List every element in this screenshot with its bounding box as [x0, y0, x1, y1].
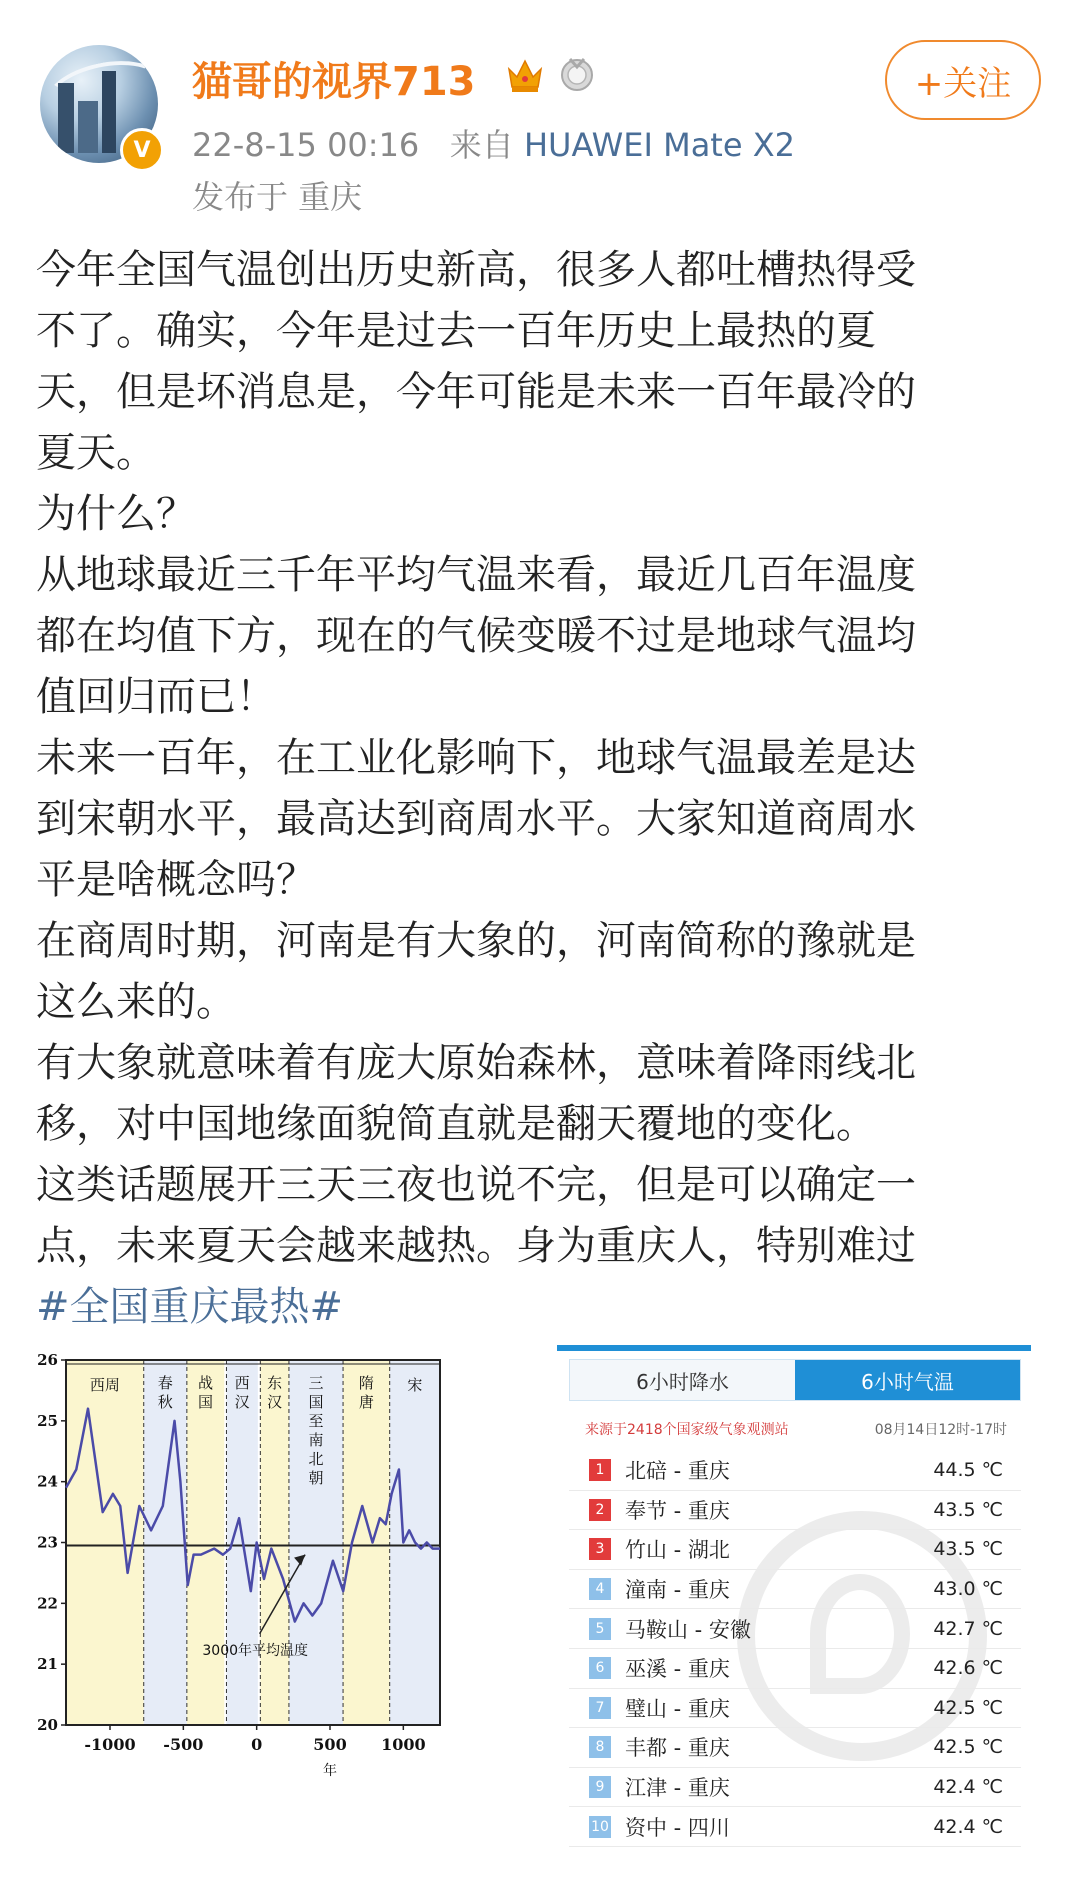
follow-button[interactable]: +关注 — [885, 40, 1041, 120]
era-label: 国 — [198, 1393, 214, 1411]
era-label: 国 — [308, 1393, 324, 1411]
temperature-ranking-card — [557, 1345, 1031, 1853]
x-axis-label: 年 — [323, 1763, 337, 1779]
x-tick-label: 0 — [251, 1735, 263, 1754]
post-paragraph: 今年全国气温创出历史新高，很多人都吐槽热得受 不了。确实，今年是过去一百年历史上最热的夏 天，但是坏消息是，今年可能是未来一百年最冷的 夏天。 — [36, 247, 916, 476]
station-temperature: 42.4 ℃ — [933, 1776, 1003, 1799]
ranking-row[interactable] — [569, 1689, 1021, 1729]
station-name: 潼南 - 重庆 — [625, 1578, 730, 1603]
station-name: 丰都 - 重庆 — [625, 1736, 730, 1761]
ranking-row[interactable] — [569, 1570, 1021, 1610]
era-label: 朝 — [308, 1469, 324, 1487]
y-tick-label: 26 — [37, 1351, 58, 1369]
station-name: 资中 - 四川 — [625, 1815, 730, 1840]
post-paragraph: 有大象就意味着有庞大原始森林，意味着降雨线北 移，对中国地缘面貌简直就是翻天覆地的变化。 — [36, 1040, 916, 1147]
station-name: 竹山 - 湖北 — [625, 1538, 730, 1563]
y-tick-label: 23 — [37, 1533, 58, 1552]
station-temperature: 44.5 ℃ — [933, 1459, 1003, 1482]
rank-number: 5 — [589, 1618, 611, 1640]
era-label: 汉 — [234, 1393, 250, 1411]
device-link[interactable]: HUAWEI Mate X2 — [523, 126, 795, 164]
ranking-row[interactable] — [569, 1728, 1021, 1768]
post-paragraph: 这类话题展开三天三夜也说不完，但是可以确定一 点，未来夏天会越来越热。身为重庆人，特别难过 — [36, 1162, 916, 1269]
rank-number: 3 — [589, 1538, 611, 1560]
post-timestamp: 22-8-15 00:16 — [192, 126, 420, 164]
rank-number: 4 — [589, 1578, 611, 1600]
era-label: 南 — [308, 1431, 324, 1449]
ranking-period: 08月14日12时-17时 — [874, 1422, 1007, 1438]
ranking-tabs — [569, 1359, 1021, 1401]
y-tick-label: 22 — [37, 1594, 58, 1613]
rank-number: 8 — [589, 1736, 611, 1758]
y-tick-label: 20 — [37, 1716, 58, 1734]
post-meta — [192, 120, 795, 166]
station-temperature: 42.5 ℃ — [933, 1696, 1003, 1719]
x-tick-label: 1000 — [381, 1735, 426, 1754]
era-band — [144, 1360, 187, 1725]
tab-precipitation[interactable]: 6小时降水 — [570, 1360, 795, 1400]
x-tick-label: 500 — [313, 1735, 347, 1754]
station-temperature: 43.5 ℃ — [933, 1538, 1003, 1561]
station-name: 奉节 - 重庆 — [625, 1498, 730, 1523]
mean-annotation-label: 3000年平均温度 — [202, 1643, 309, 1660]
era-label: 春 — [157, 1374, 173, 1392]
post-location: 发布于 重庆 — [192, 178, 363, 216]
rank-number: 9 — [589, 1776, 611, 1798]
station-temperature: 42.6 ℃ — [933, 1657, 1003, 1680]
era-label: 北 — [308, 1450, 324, 1468]
station-name: 北碚 - 重庆 — [625, 1459, 730, 1484]
era-band — [260, 1360, 289, 1725]
ranking-row[interactable] — [569, 1451, 1021, 1491]
source-prefix: 来自 — [449, 126, 514, 164]
era-label: 隋 — [358, 1374, 374, 1392]
era-label: 西周 — [89, 1376, 120, 1394]
y-tick-label: 21 — [37, 1655, 58, 1674]
station-temperature: 42.4 ℃ — [933, 1815, 1003, 1838]
username[interactable]: 猫哥的视界713 — [192, 59, 476, 105]
crown-icon — [505, 53, 545, 95]
station-name: 马鞍山 - 安徽 — [625, 1617, 751, 1642]
hashtag-link[interactable]: #全国重庆最热# — [36, 1284, 344, 1330]
ranking-row[interactable] — [569, 1491, 1021, 1531]
station-temperature: 42.7 ℃ — [933, 1617, 1003, 1640]
ranking-row[interactable] — [569, 1530, 1021, 1570]
post-paragraph: 未来一百年，在工业化影响下，地球气温最差是达 到宋朝水平，最高达到商周水平。大家知道商周水 平是啥概念吗？ — [36, 735, 916, 903]
era-label: 东 — [267, 1374, 283, 1392]
medal-icon — [558, 55, 596, 93]
station-temperature: 43.5 ℃ — [933, 1498, 1003, 1521]
temperature-history-chart[interactable] — [36, 1350, 541, 1850]
x-tick-label: -1000 — [84, 1735, 136, 1754]
era-band — [343, 1360, 390, 1725]
rank-number: 2 — [589, 1499, 611, 1521]
station-name: 璧山 - 重庆 — [625, 1696, 730, 1721]
ranking-list — [569, 1451, 1021, 1847]
y-tick-label: 24 — [37, 1472, 58, 1491]
era-label: 宋 — [407, 1376, 423, 1394]
post-body — [36, 240, 1046, 1338]
rank-number: 1 — [589, 1459, 611, 1481]
era-label: 秋 — [157, 1393, 173, 1411]
era-label: 汉 — [267, 1393, 283, 1411]
tab-temperature[interactable]: 6小时气温 — [795, 1360, 1020, 1400]
post-paragraph: 在商周时期，河南是有大象的，河南简称的豫就是 这么来的。 — [36, 918, 916, 1025]
station-name: 巫溪 - 重庆 — [625, 1657, 730, 1682]
ranking-source: 来源于2418个国家级气象观测站 — [585, 1422, 789, 1438]
x-tick-label: -500 — [163, 1735, 204, 1754]
ranking-row[interactable] — [569, 1768, 1021, 1808]
era-label: 唐 — [358, 1393, 374, 1411]
era-label: 至 — [308, 1412, 324, 1430]
station-temperature: 43.0 ℃ — [933, 1578, 1003, 1601]
rank-number: 6 — [589, 1657, 611, 1679]
station-temperature: 42.5 ℃ — [933, 1736, 1003, 1759]
post-paragraph: 从地球最近三千年平均气温来看，最近几百年温度 都在均值下方，现在的气候变暖不过是地球气温均 值回归而已！ — [36, 552, 916, 720]
era-label: 西 — [234, 1374, 250, 1392]
ranking-row[interactable] — [569, 1807, 1021, 1847]
ranking-row[interactable] — [569, 1609, 1021, 1649]
ranking-row[interactable] — [569, 1649, 1021, 1689]
verified-badge-icon: V — [120, 128, 164, 172]
station-name: 江津 - 重庆 — [625, 1776, 730, 1801]
era-label: 三 — [308, 1374, 324, 1392]
y-tick-label: 25 — [37, 1411, 58, 1430]
era-label: 战 — [198, 1374, 214, 1392]
rank-number: 7 — [589, 1697, 611, 1719]
post-paragraph: 为什么？ — [36, 491, 196, 537]
era-band — [187, 1360, 224, 1725]
rank-number: 10 — [589, 1816, 611, 1838]
